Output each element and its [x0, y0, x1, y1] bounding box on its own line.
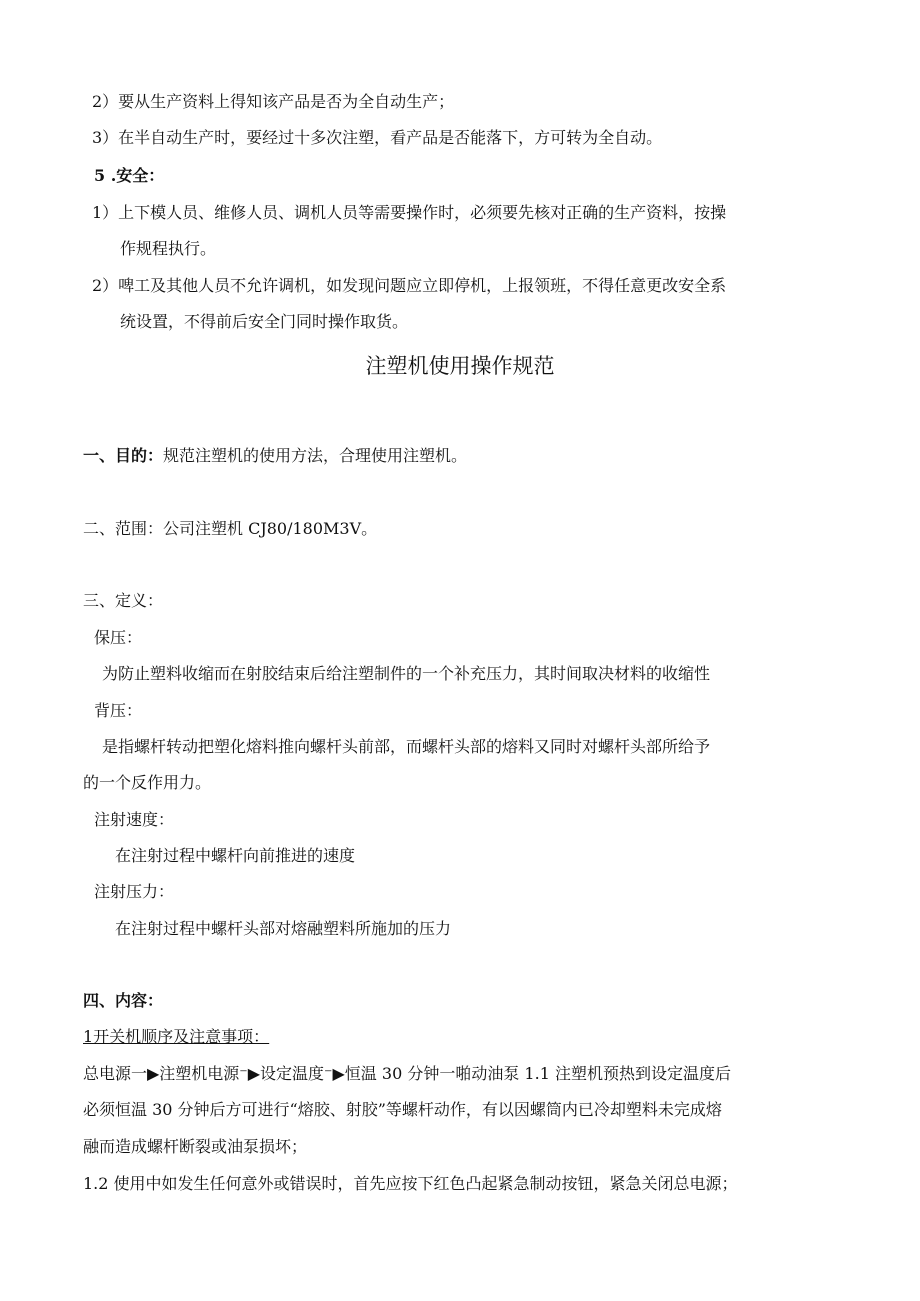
safety-heading: 5 .安全：: [94, 166, 165, 185]
purpose-line: [83, 446, 467, 466]
purpose-label: 一、目的：: [83, 446, 164, 465]
section-1-heading: 1开关机顺序及注意事项：: [83, 1027, 270, 1046]
safety-item-1-line1: 1）上下模人员、维修人员、调机人员等需要操作时，必须要先核对正确的生产资料，按操: [92, 203, 727, 222]
scope-line: 二、范围：公司注塑机 CJ80/180M3V。: [83, 519, 378, 538]
def-back-pressure-line2: 的一个反作用力。: [83, 773, 212, 792]
def-injection-pressure: 在注射过程中螺杆头部对熔融塑料所施加的压力: [115, 919, 452, 938]
safety-item-2-line2: 统设置，不得前后安全门同时操作取货。: [120, 312, 409, 331]
list-item-3: 3）在半自动生产时，要经过十多次注塑，看产品是否能落下，方可转为全自动。: [92, 128, 663, 147]
def-back-pressure-line1: 是指螺杆转动把塑化熔料推向螺杆头前部，而螺杆头部的熔料又同时对螺杆头部所给予: [102, 737, 711, 756]
purpose-text: 规范注塑机的使用方法，合理使用注塑机。: [163, 446, 468, 465]
safety-item-2-line1: 2）啤工及其他人员不允许调机，如发现问题应立即停机，上报领班，不得任意更改安全系: [92, 276, 727, 295]
term-injection-speed: 注射速度：: [94, 810, 175, 829]
item-1-2: 1.2 使用中如发生任何意外或错误时，首先应按下红色凸起紧急制动按钮，紧急关闭总电源；: [83, 1174, 738, 1193]
content-heading: 四、内容：: [83, 991, 164, 1010]
document-title: 注塑机使用操作规范: [365, 354, 555, 378]
term-injection-pressure: 注射压力：: [94, 882, 175, 901]
flow-line-1: 总电源一▶注塑机电源⁻▶设定温度⁻▶恒温 30 分钟一啪动油泵 1.1 注塑机预热到设定温度后: [83, 1064, 731, 1083]
list-item-2: 2）要从生产资料上得知该产品是否为全自动生产；: [92, 92, 455, 111]
term-hold-pressure: 保压：: [94, 628, 143, 647]
term-back-pressure: 背压：: [94, 701, 143, 720]
def-injection-speed: 在注射过程中螺杆向前推进的速度: [115, 846, 356, 865]
safety-item-1-line2: 作规程执行。: [120, 239, 217, 258]
def-hold-pressure: 为防止塑料收缩而在射胶结束后给注塑制件的一个补充压力，其时间取决材料的收缩性: [102, 664, 711, 683]
flow-line-3: 融而造成螺杆断裂或油泵损坏；: [83, 1137, 308, 1156]
flow-line-2: 必须恒温 30 分钟后方可进行“熔胶、射胶”等螺杆动作，有以因螺筒内已冷却塑料未完成熔: [83, 1100, 722, 1119]
definitions-heading: 三、定义：: [83, 591, 164, 610]
